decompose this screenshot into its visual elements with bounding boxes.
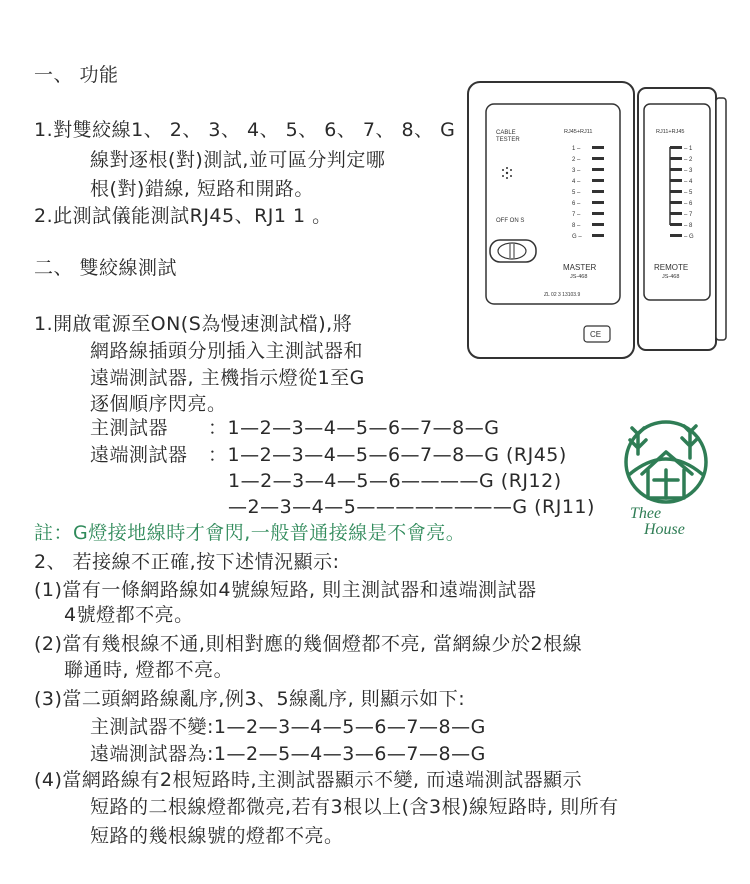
remote-ports-label: RJ11+RJ45 [656,129,685,135]
logo-text-line1: Thee [630,505,662,522]
case-3-master: 主測試器不變:1—2—3—4—5—6—7—8—G [90,716,486,738]
remote-side [716,98,726,340]
master-ports-label: RJ45+RJ11 [564,129,593,135]
master-led-label-1: 1 – [572,146,581,152]
step-2-title: 2、 若接線不正確,按下述情況顯示: [34,551,340,573]
remote-sequence-rj45: ：1—2—3—4—5—6—7—8—G (RJ45) [208,444,567,466]
master-led-label-4: 4 – [572,179,581,185]
remote-led-label-7: – 7 [684,212,693,218]
remote-led-label-G: – G [684,234,694,240]
master-led-5 [592,190,604,193]
remote-led-label-8: – 8 [684,223,693,229]
remote-model: JS-468 [662,274,680,280]
logo-tree-left [630,428,646,454]
case-3: (3)當二頭網路線亂序,例3、5線亂序, 則顯示如下: [34,688,466,710]
step-1: 1.開啟電源至ON(S為慢速測試檔),將 [34,313,353,335]
note-text: 註：G燈接地線時才會閃,一般普通接線是不會亮。 [34,522,466,544]
master-led-4 [592,179,604,182]
remote-led-5 [670,190,682,193]
master-label: 主測試器 [90,417,169,439]
remote-sequence-rj11: —2—3—4—5————————G (RJ11) [228,496,595,518]
thee-house-logo [616,414,720,536]
remote-label: 遠端測試器 [90,444,188,466]
remote-led-label-3: – 3 [684,168,693,174]
remote-led-6 [670,201,682,204]
master-led-label-5: 5 – [572,190,581,196]
master-led-8 [592,223,604,226]
case-4-cont: 短路的二根線燈都微亮,若有3根以上(含3根)線短路時, 則所有 [90,796,619,818]
master-led-label-2: 2 – [572,157,581,163]
function-item-1-cont: 線對逐根(對)測試,並可區分判定哪 [90,149,386,171]
remote-led-G [670,234,682,237]
master-led-label-6: 6 – [572,201,581,207]
function-item-2: 2.此測試儀能測試RJ45、RJ1 1 。 [34,205,332,227]
step-1-cont3: 逐個順序閃亮。 [90,393,227,415]
logo-tree-right [682,426,698,458]
remote-name: REMOTE [654,263,689,272]
cable-tester-illustration [466,80,730,362]
remote-led-3 [670,168,682,171]
master-sequence: ：1—2—3—4—5—6—7—8—G [208,417,500,439]
master-led-2 [592,157,604,160]
serial-number: ZL 02 3 13103.9 [544,292,581,298]
case-2: (2)當有幾根線不通,則相對應的幾個燈都不亮, 當網線少於2根線 [34,633,583,655]
case-4: (4)當網路線有2根短路時,主測試器顯示不變, 而遠端測試器顯示 [34,769,583,791]
master-led-7 [592,212,604,215]
remote-led-7 [670,212,682,215]
master-model: JS-468 [570,274,588,280]
tester-label: TESTER [496,137,520,143]
ce-mark: CE [590,330,602,339]
case-1-cont: 4號燈都不亮。 [64,604,194,626]
master-led-6 [592,201,604,204]
remote-led-4 [670,179,682,182]
cable-label: CABLE [496,130,516,136]
step-1-cont2: 遠端測試器, 主機指示燈從1至G [90,367,365,389]
remote-led-label-1: – 1 [684,146,693,152]
master-led-label-7: 7 – [572,212,581,218]
remote-led-label-6: – 6 [684,201,693,207]
case-4-cont2: 短路的幾根線號的燈都不亮。 [90,825,344,847]
section-heading-functions: 一、 功能 [34,64,119,86]
logo-text-line2: House [644,521,685,536]
master-led-label-3: 3 – [572,168,581,174]
remote-led-1 [670,146,682,149]
function-item-1-cont2: 根(對)錯線, 短路和開路。 [90,178,314,200]
master-led-G [592,234,604,237]
power-switch-knob [498,243,526,259]
master-led-1 [592,146,604,149]
off-on-label: OFF ON S [496,218,525,224]
master-led-label-G: G – [572,234,582,240]
case-1: (1)當有一條網路線如4號線短路, 則主測試器和遠端測試器 [34,579,537,601]
remote-led-label-4: – 4 [684,179,693,185]
case-3-remote: 遠端測試器為:1—2—5—4—3—6—7—8—G [90,743,486,765]
master-led-label-8: 8 – [572,223,581,229]
remote-led-8 [670,223,682,226]
remote-sequence-rj12: 1—2—3—4—5—6————G (RJ12) [228,470,562,492]
master-led-3 [592,168,604,171]
remote-led-label-5: – 5 [684,190,693,196]
master-name: MASTER [563,263,597,272]
section-heading-test: 二、 雙絞線測試 [34,257,178,279]
step-1-cont: 網路線插頭分別插入主測試器和 [90,340,364,362]
case-2-cont: 聯通時, 燈都不亮。 [64,659,234,681]
remote-led-2 [670,157,682,160]
function-item-1: 1.對雙絞線1、 2、 3、 4、 5、 6、 7、 8、 G [34,119,456,141]
remote-led-label-2: – 2 [684,157,693,163]
logo-tree-trunk [654,470,678,498]
